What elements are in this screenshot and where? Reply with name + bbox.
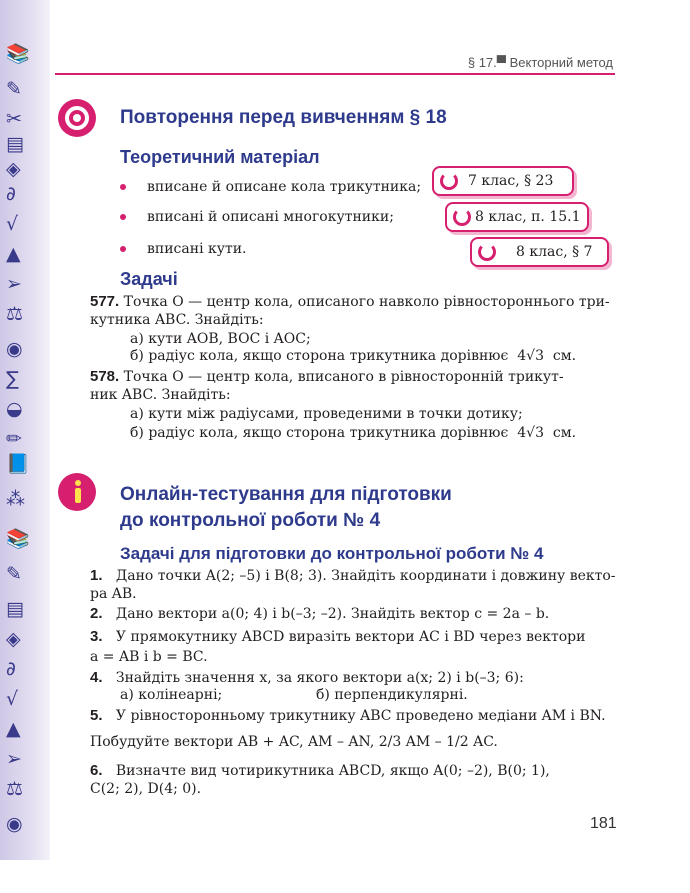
info-icon xyxy=(57,472,97,512)
reference-box: 8 клас, п. 15.1 xyxy=(445,202,589,232)
repeat-icon xyxy=(440,172,458,190)
task-578-line2: ник ABC. Знайдіть: xyxy=(90,387,231,403)
task-5-line2: Побудуйте вектори AB + AC, AM – AN, 2/3 AM – 1/2 AC. xyxy=(90,734,498,750)
formula-icon: ∂ xyxy=(6,658,16,680)
book-icon: 📘 xyxy=(6,453,30,475)
cap-icon: ▲ xyxy=(6,243,21,265)
protractor-icon: ◒ xyxy=(6,398,23,420)
scissors-icon: ✂ xyxy=(6,108,22,130)
notebook-icon: ▤ xyxy=(6,133,24,155)
bullet xyxy=(120,184,126,190)
tasks-title: Задачі xyxy=(120,269,178,289)
theory-item: вписані й описані многокутники; xyxy=(147,209,394,225)
task-577: 577. Точка O — центр кола, описаного навколо рівностороннього три- xyxy=(90,293,610,310)
section-title-line1: Онлайн-тестування для підготовки xyxy=(120,484,452,505)
notebook-icon: ▤ xyxy=(6,598,24,620)
abacus-icon: ⁂ xyxy=(6,488,25,510)
globe-icon: ◉ xyxy=(6,813,23,835)
compass-icon: ✎ xyxy=(6,563,22,585)
task-6: 6. Визначте вид чотирикутника ABCD, якщо A(0; –2), B(0; 1), xyxy=(90,762,550,779)
cube-icon: ◈ xyxy=(6,628,21,650)
theory-item: вписані кути. xyxy=(147,241,247,257)
task-3: 3. У прямокутнику ABCD виразіть вектори AC і BD через вектори xyxy=(90,628,586,645)
task-5: 5. У рівносторонньому трикутнику ABC проведено медіани AM і BN. xyxy=(90,707,606,724)
task-3-line2: a = AB і b = BC. xyxy=(90,649,208,665)
formula-icon: ∑ xyxy=(6,368,19,390)
pencil-icon: ✏ xyxy=(6,428,22,450)
header-rule xyxy=(55,73,615,75)
task-577-a: а) кути AOB, BOC і AOC; xyxy=(130,331,311,347)
task-6-line2: C(2; 2), D(4; 0). xyxy=(90,781,202,797)
reference-box: 7 клас, § 23 xyxy=(432,166,574,196)
repeat-icon xyxy=(57,98,97,138)
formula-icon: ∂ xyxy=(6,183,16,205)
compass-icon: ✎ xyxy=(6,78,22,100)
task-578: 578. Точка O — центр кола, вписаного в рівносторонній трикут- xyxy=(90,368,564,385)
theory-item: вписане й описане кола трикутника; xyxy=(147,179,422,195)
paper-plane-icon: ➢ xyxy=(6,748,22,770)
bullet xyxy=(120,246,126,252)
book-icon: 📚 xyxy=(6,43,30,65)
task-2: 2. Дано вектори a(0; 4) і b(–3; –2). Знайдіть вектор c = 2a – b. xyxy=(90,605,550,622)
task-4-a: а) колінеарні; xyxy=(120,687,223,703)
section-title-line2: до контрольної роботи № 4 xyxy=(120,510,381,531)
task-578-a: а) кути між радіусами, проведеними в точки дотику; xyxy=(130,406,523,422)
theory-title: Теоретичний матеріал xyxy=(120,147,320,167)
section-title: Повторення перед вивченням § 18 xyxy=(120,107,447,128)
subsection-title: Задачі для підготовки до контрольної роботи № 4 xyxy=(120,544,544,563)
task-4: 4. Знайдіть значення x, за якого вектори a(x; 2) і b(–3; 6): xyxy=(90,669,524,686)
cap-icon: ▲ xyxy=(6,718,21,740)
repeat-icon xyxy=(453,208,471,226)
radical-value: 4√3 xyxy=(517,348,544,364)
task-577-b: б) радіус кола, якщо сторона трикутника дорівнює 4√3 см. xyxy=(130,348,577,364)
root-icon: √ xyxy=(6,213,19,235)
globe-icon: ◉ xyxy=(6,338,23,360)
book-icon: 📚 xyxy=(6,528,30,550)
bullet xyxy=(120,214,126,220)
reference-box: 8 клас, § 7 xyxy=(470,237,609,267)
cube-icon: ◈ xyxy=(6,158,21,180)
compass-icon: ⚖ xyxy=(6,303,24,325)
paper-plane-icon: ➢ xyxy=(6,273,22,295)
task-1-line2: ра AB. xyxy=(90,586,137,602)
page-number: 181 xyxy=(590,815,617,832)
task-578-b: б) радіус кола, якщо сторона трикутника дорівнює 4√3 см. xyxy=(130,425,577,441)
root-icon: √ xyxy=(6,688,19,710)
compass-icon: ⚖ xyxy=(6,778,24,800)
repeat-icon xyxy=(478,243,496,261)
running-header: § 17.▀ Векторний метод xyxy=(467,55,613,70)
task-4-b: б) перпендикулярні. xyxy=(316,687,468,703)
radical-value: 4√3 xyxy=(517,425,544,441)
task-577-line2: кутника ABC. Знайдіть: xyxy=(90,312,264,328)
task-1: 1. Дано точки A(2; –5) і B(8; 3). Знайдіть координати і довжину векто- xyxy=(90,567,616,584)
